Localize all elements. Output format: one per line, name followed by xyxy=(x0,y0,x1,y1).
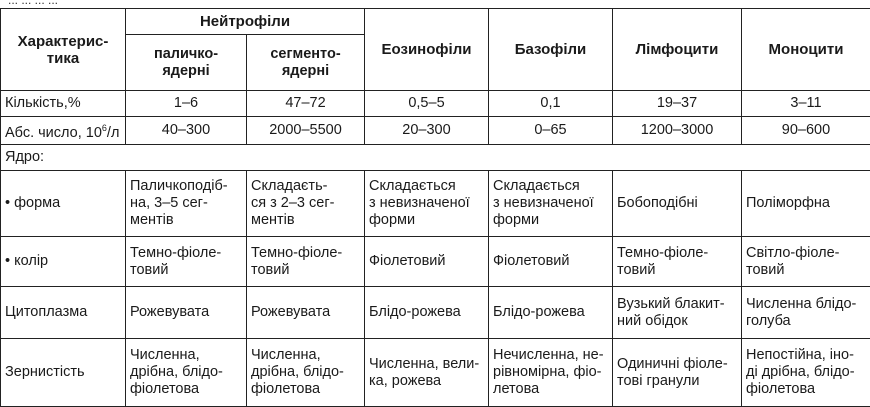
table-row xyxy=(1,171,870,237)
cell-granularity-basophils: Нечисленна, не- рівномірна, фіо- летова xyxy=(489,339,613,407)
cell-cytoplasm-basophils: Блідо-рожева xyxy=(489,287,613,339)
cell-color-basophils: Фіолетовий xyxy=(489,237,613,287)
cell-shape-monocytes: Поліморфна xyxy=(742,171,870,237)
table-row xyxy=(1,339,870,407)
cell-color-monocytes: Світло-фіоле- товий xyxy=(742,237,870,287)
table-row xyxy=(1,287,870,339)
leukocyte-table xyxy=(0,8,870,407)
header-band-neutrophils: паличко- ядерні xyxy=(126,35,247,91)
cell-granularity-lymphocytes: Одиничні фіоле- тові гранули xyxy=(613,339,742,407)
cell-color-band: Темно-фіоле- товий xyxy=(126,237,247,287)
row-label-granularity: Зернистість xyxy=(1,339,126,407)
table-row xyxy=(1,237,870,287)
cell-granularity-eosinophils: Численна, вели- ка, рожева xyxy=(365,339,489,407)
cell-abs-band: 40–300 xyxy=(126,117,247,145)
cell-count-segmented: 47–72 xyxy=(247,91,365,117)
table-row xyxy=(1,117,870,145)
cell-abs-basophils: 0–65 xyxy=(489,117,613,145)
cell-cytoplasm-band: Рожевувата xyxy=(126,287,247,339)
header-monocytes: Моноцити xyxy=(742,9,870,91)
header-basophils: Базофіли xyxy=(489,9,613,91)
cell-granularity-band: Численна, дрібна, блідо- фіолетова xyxy=(126,339,247,407)
row-label-cytoplasm: Цитоплазма xyxy=(1,287,126,339)
cell-shape-eosinophils: Складається з невизначеної форми xyxy=(365,171,489,237)
cell-granularity-segmented: Численна, дрібна, блідо- фіолетова xyxy=(247,339,365,407)
cell-count-monocytes: 3–11 xyxy=(742,91,870,117)
cell-color-eosinophils: Фіолетовий xyxy=(365,237,489,287)
cell-shape-basophils: Складається з невизначеної форми xyxy=(489,171,613,237)
table-caption: ... ... ... ... xyxy=(8,0,58,7)
cell-cytoplasm-segmented: Рожевувата xyxy=(247,287,365,339)
cell-shape-segmented: Складаєть- ся з 2–3 сег- ментів xyxy=(247,171,365,237)
cell-color-segmented: Темно-фіоле- товий xyxy=(247,237,365,287)
abs-label-suffix: /л xyxy=(107,124,120,140)
cell-count-band: 1–6 xyxy=(126,91,247,117)
row-label-count: Кількість,% xyxy=(1,91,126,117)
cell-shape-lymphocytes: Бобоподібні xyxy=(613,171,742,237)
abs-label-sup: 6 xyxy=(102,123,107,133)
header-neutrophils: Нейтрофіли xyxy=(126,9,365,35)
header-segmented-neutrophils: сегменто- ядерні xyxy=(247,35,365,91)
cell-cytoplasm-lymphocytes: Вузький блакит- ний обідок xyxy=(613,287,742,339)
cell-count-eosinophils: 0,5–5 xyxy=(365,91,489,117)
cell-abs-eosinophils: 20–300 xyxy=(365,117,489,145)
cell-abs-lymphocytes: 1200–3000 xyxy=(613,117,742,145)
header-eosinophils: Еозинофіли xyxy=(365,9,489,91)
abs-label-prefix: Абс. число, 10 xyxy=(5,124,102,140)
row-label-shape: • форма xyxy=(1,171,126,237)
cell-color-lymphocytes: Темно-фіоле- товий xyxy=(613,237,742,287)
header-lymphocytes: Лімфоцити xyxy=(613,9,742,91)
cell-granularity-monocytes: Непостійна, іно- ді дрібна, блідо- фіолетова xyxy=(742,339,870,407)
table-row xyxy=(1,145,870,171)
cell-abs-monocytes: 90–600 xyxy=(742,117,870,145)
row-label-color: • колір xyxy=(1,237,126,287)
row-label-nucleus: Ядро: xyxy=(1,145,870,171)
cell-count-basophils: 0,1 xyxy=(489,91,613,117)
table-row xyxy=(1,91,870,117)
cell-cytoplasm-eosinophils: Блідо-рожева xyxy=(365,287,489,339)
cell-abs-segmented: 2000–5500 xyxy=(247,117,365,145)
row-label-abs xyxy=(1,117,126,145)
header-characteristic: Характерис- тика xyxy=(1,9,126,91)
cell-cytoplasm-monocytes: Численна блідо- голуба xyxy=(742,287,870,339)
cell-shape-band: Паличкоподіб- на, 3–5 сег- ментів xyxy=(126,171,247,237)
cell-count-lymphocytes: 19–37 xyxy=(613,91,742,117)
